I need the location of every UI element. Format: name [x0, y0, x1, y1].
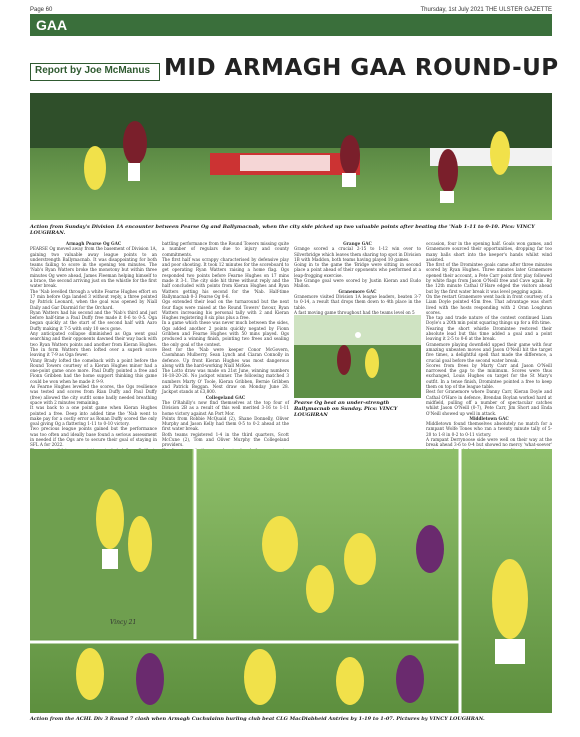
- paragraph: The tap and trade nature of the contest continued Liam Doyle's a 20th min point squaring things up for a 6th time.: [426, 315, 552, 326]
- paragraph: A rampant Derrynoose side were well on their way at the break ahead 3-6 to 0-4 but showed no mercy 'what-soever': [426, 436, 552, 448]
- bottom-photo-image: [30, 449, 552, 713]
- middle-photo: [294, 315, 421, 398]
- paragraph: The O'Rahilly's now find themselves at the top four of Division 2B as a result of this well merited 3-16 to 1-11 home victory against An Port Mor.: [162, 399, 289, 416]
- paragraph: Going in to the game the 'Bridge were sitting in second place a point ahead of their opponents who performed at a leap-frogging exercise.: [294, 262, 421, 278]
- column-3: [294, 241, 421, 315]
- paragraph: Best for Granemore where Danny Carr, Kieran Doyle and Cathal O'Hare in defence, Brendan Boylan worked hard at midfield, pulling off a number of spectacular catches whilst Jason O'Neill (0-7), Pete Carr, Jim Short and Enda O'Neill showed up well in attack.: [426, 389, 552, 416]
- paragraph: It was back to a one point game when Kieran Hughes pointed a free. Deep into added time the 'Nab went to make pay for a costly error as Ronan Duffy scored the only goal giving Og a flattering 1-11 to 0-10 victory.: [30, 405, 157, 427]
- paragraph: Ogs extended their lead on the turnaround but the next four flags were raised at the Round Towers' favour, Ryan Watters increasing his personal tally with 2 and Kieran Hughes registering 8 six plus plus a free.: [162, 299, 289, 321]
- paragraph: Any anticipated collapse diminished as Oga went goal searching and their opponents dawned their way back with two Ryan Watters points and another from Kieran Hughes. The in form Watters then lofted over a superb score leaving it 7-9 as Oga fewer.: [30, 331, 157, 358]
- middle-photo-image: [294, 315, 421, 398]
- paragraph: battling performance from the Round Towers missing quite a number of regulars due to injury and county commitments.: [162, 241, 289, 257]
- top-photo-image: [30, 93, 552, 220]
- club-heading: Collegeland GAC: [205, 394, 246, 400]
- paragraph: The Grange goal were scored by Justin Kieran and Eudo Mallon.: [294, 278, 421, 289]
- paragraph: The first of the Dromintee goals came after three minutes scored by Ryan Hughes. Three minutes later Granemore opened their account, a Pete Carr point first play followed by white flags from Jason O'Neill free and Cave again. By the 12th minute Cathal O'Hare edged the visitors ahead but by the first water break it was level pegging again.: [426, 262, 552, 294]
- paragraph: A fast moving game throughout had the teams level on 5: [294, 309, 415, 315]
- paragraph: The 'Nab levelled through a white Fearne Hughes effort on 17 min before Oga landed 3 without reply, a three pointed by Patrick Leonard, when the goal was opened by Niall Daily and Gar Diarmid for the Orchard.: [30, 288, 157, 310]
- paragraph: Two precious league points gained but the performance was too often and ideally base found a serious assessment in needed if the Ogs are to secure their goal of staying in SFL A for 2022.: [30, 426, 157, 448]
- top-photo: [30, 93, 552, 220]
- paragraph: Points from Robbie McQuaid (2), Shane Donnelly, Oliver Murphy and Jason Kelly had them 0-5 to 0-2 ahead at the first water break.: [162, 415, 289, 432]
- paragraph: PEARSE Og moved away from the basement of Division 1A, gaining two valuable away league points to an understrength Ballymacnab. It was disappointing for both teams failing to score in the opening ten minutes. The 'Nab's Ryan Watters broke the monotony but within three minutes Og were ahead, James Fleeman helping himself to a brace, the second arriving just on the whistle for the first water break.: [30, 246, 157, 289]
- paragraph: The Lotto draw was made on 21st June, winning numbers 16-18-20-26. No jackpot winner. The following matched 3 numbers Marty O' Toole, Kieran Gribben, Bernie Gribben and Patrick Boggan. Next draw on Monday June 28. Jackpot stands at £3,800.: [162, 368, 289, 395]
- paragraph: The first half was scrappy characterised by defensive play and poor shooting. It took 12 minutes for the scoreboard to get operating Ryan Watters raising a home flag. Ogs responded two points before Fearne Hughes on 17 mins made it 3-1. The city side hit three without reply and the half concluded with points from Kieran Hughes and Ryan Watters getting his second for the 'Nab. Half-time Ballymacnab 0-3 Pearse Og 0-6.: [162, 256, 289, 299]
- club-heading: Granemore GAC: [338, 288, 377, 294]
- bottom-photo: [30, 449, 552, 713]
- page-number: Page 60: [30, 7, 53, 13]
- paragraph: Granemore playing downfield upped their game with four amazing unbeaten moves and Jason O'Neill hit the target five times, a delightful spell that made the difference, a crucial goal before the second water break.: [426, 341, 552, 363]
- paragraph: occasion, four in the opening half. Goals won games, and Granemore sourced their opportunities, dropping far too many balls short into the keeper's hands whilst wind assisted.: [426, 241, 552, 262]
- bottom-photo-caption: Action from the ACHL Div 3 Round 7 clash when Armagh Cuchulainn hurling club beat CLG MacDiabheid Antries by 1-19 to 1-07. Pictures by VINCY LOUGHRAN.: [30, 716, 485, 722]
- paragraph: Scores from frees by Marty Carr and Jason O'Neill narrowed the gap to the minimum. Scores were thus exchanged, Louis Hughes on target for the St Mary's outfit. In a tense finish, Dromintee pointed a free to keep them on top of the league table.: [426, 362, 552, 390]
- top-photo-caption: Action from Sunday's Division 1A encounter between Pearse Og and Ballymacnab, when the city side picked up two valuable points after beating the 'Nab 1-11 to 0-10. Pics: VINCY LOUGHRAN.: [30, 224, 535, 236]
- paragraph: Middletown found themselves absolutely no match for a rampant Wolfe Tones who ran a twenty minute tally of 5-20 to 1-8 in 0-2 to 0-11 victory.: [426, 421, 552, 437]
- section-title: GAA: [36, 17, 68, 33]
- club-heading: Grange GAC: [343, 241, 372, 246]
- paragraph: In a game which these was never much between the sides, Ogs added another 2 points quickly negated by Fionn Gribben and Fearne Hughes with 50 mins played. Ogs produced a winning finish, pointing two frees and sealing the only goal of the contest.: [162, 320, 289, 347]
- paragraph: Both teams registered 1-4 in the third quarters, Scott McCune (2), Tom and Oliver Murphy the Collegeland providers.: [162, 431, 289, 448]
- column-4: [426, 241, 552, 446]
- photo-credit: Vincy 21: [110, 619, 137, 626]
- date-and-paper: Thursday, 1st July 2021 THE ULSTER GAZETTE: [420, 7, 552, 13]
- club-heading: Armagh Pearse Og GAC: [65, 241, 122, 246]
- byline-box: [30, 63, 160, 81]
- paragraph: On the restart Granemore went back in front courtesy of a Liam Doyle pointed 45m free. That advantage was short lived with the hosts responding with 2 Oran Loughran scores.: [426, 293, 552, 315]
- paragraph: Nearing the short whistle Dromintee restored their absolute lead but this time added a goal and a point leaving it 2-5 to 0-6 at the break.: [426, 325, 552, 342]
- paragraph: As Fearne Hughes levelled the scores, the Ogs resilience was tested and scores from Rian Duffy and Paul Duffy (free) allowed the city outfit some badly needed breathing space with 2 minutes remaining.: [30, 384, 157, 405]
- paragraph: Vinny Brady lofted the comeback with a point before the Round Towers courtesy of a Kieran Hughes minor had a one-point game once more. Paul Duffy pointed a free and Fionn Gribben had the home support thinking this game could be won when he made it 9-9.: [30, 357, 157, 384]
- middle-photo-caption: Pearse Og beat an under-strength Ballymacnab on Sunday. Pics: VINCY LOUGHRAN: [294, 400, 398, 418]
- paragraph: Best for the 'Nab were keeper Conor McGovern, Caomhnan Mulberry, Sean Lynch and Ciaran Connolly in defence. Up front Kieran Hughes was most dangerous along with the hard-working Niall McKee.: [162, 346, 289, 368]
- club-heading: Middletown GAC: [469, 415, 509, 421]
- headline: MID ARMAGH GAA ROUND-UP: [164, 55, 559, 81]
- paragraph: Granemore visited Division 1A league leaders, beaten 3-7 to 0-14, a result that drops them down to 4th place in the table.: [294, 293, 421, 310]
- section-banner: [30, 14, 552, 36]
- paragraph: Ryan Watters had his second and the 'Nab's third and just before half-time a Paul Duffy free made it 0-6 to 0-5. Oga began quickly at the start of the second half with Aaro Duffy making it 7-5 with only 10 secs gone.: [30, 309, 157, 331]
- paragraph: Grange scored a crucial 2-15 to 1-12 win over to Silverbridge which leaves them sharing top spot in Division 1B with Maddon, both teams having played 10 games.: [294, 246, 421, 262]
- byline: Report by Joe McManus: [35, 65, 151, 76]
